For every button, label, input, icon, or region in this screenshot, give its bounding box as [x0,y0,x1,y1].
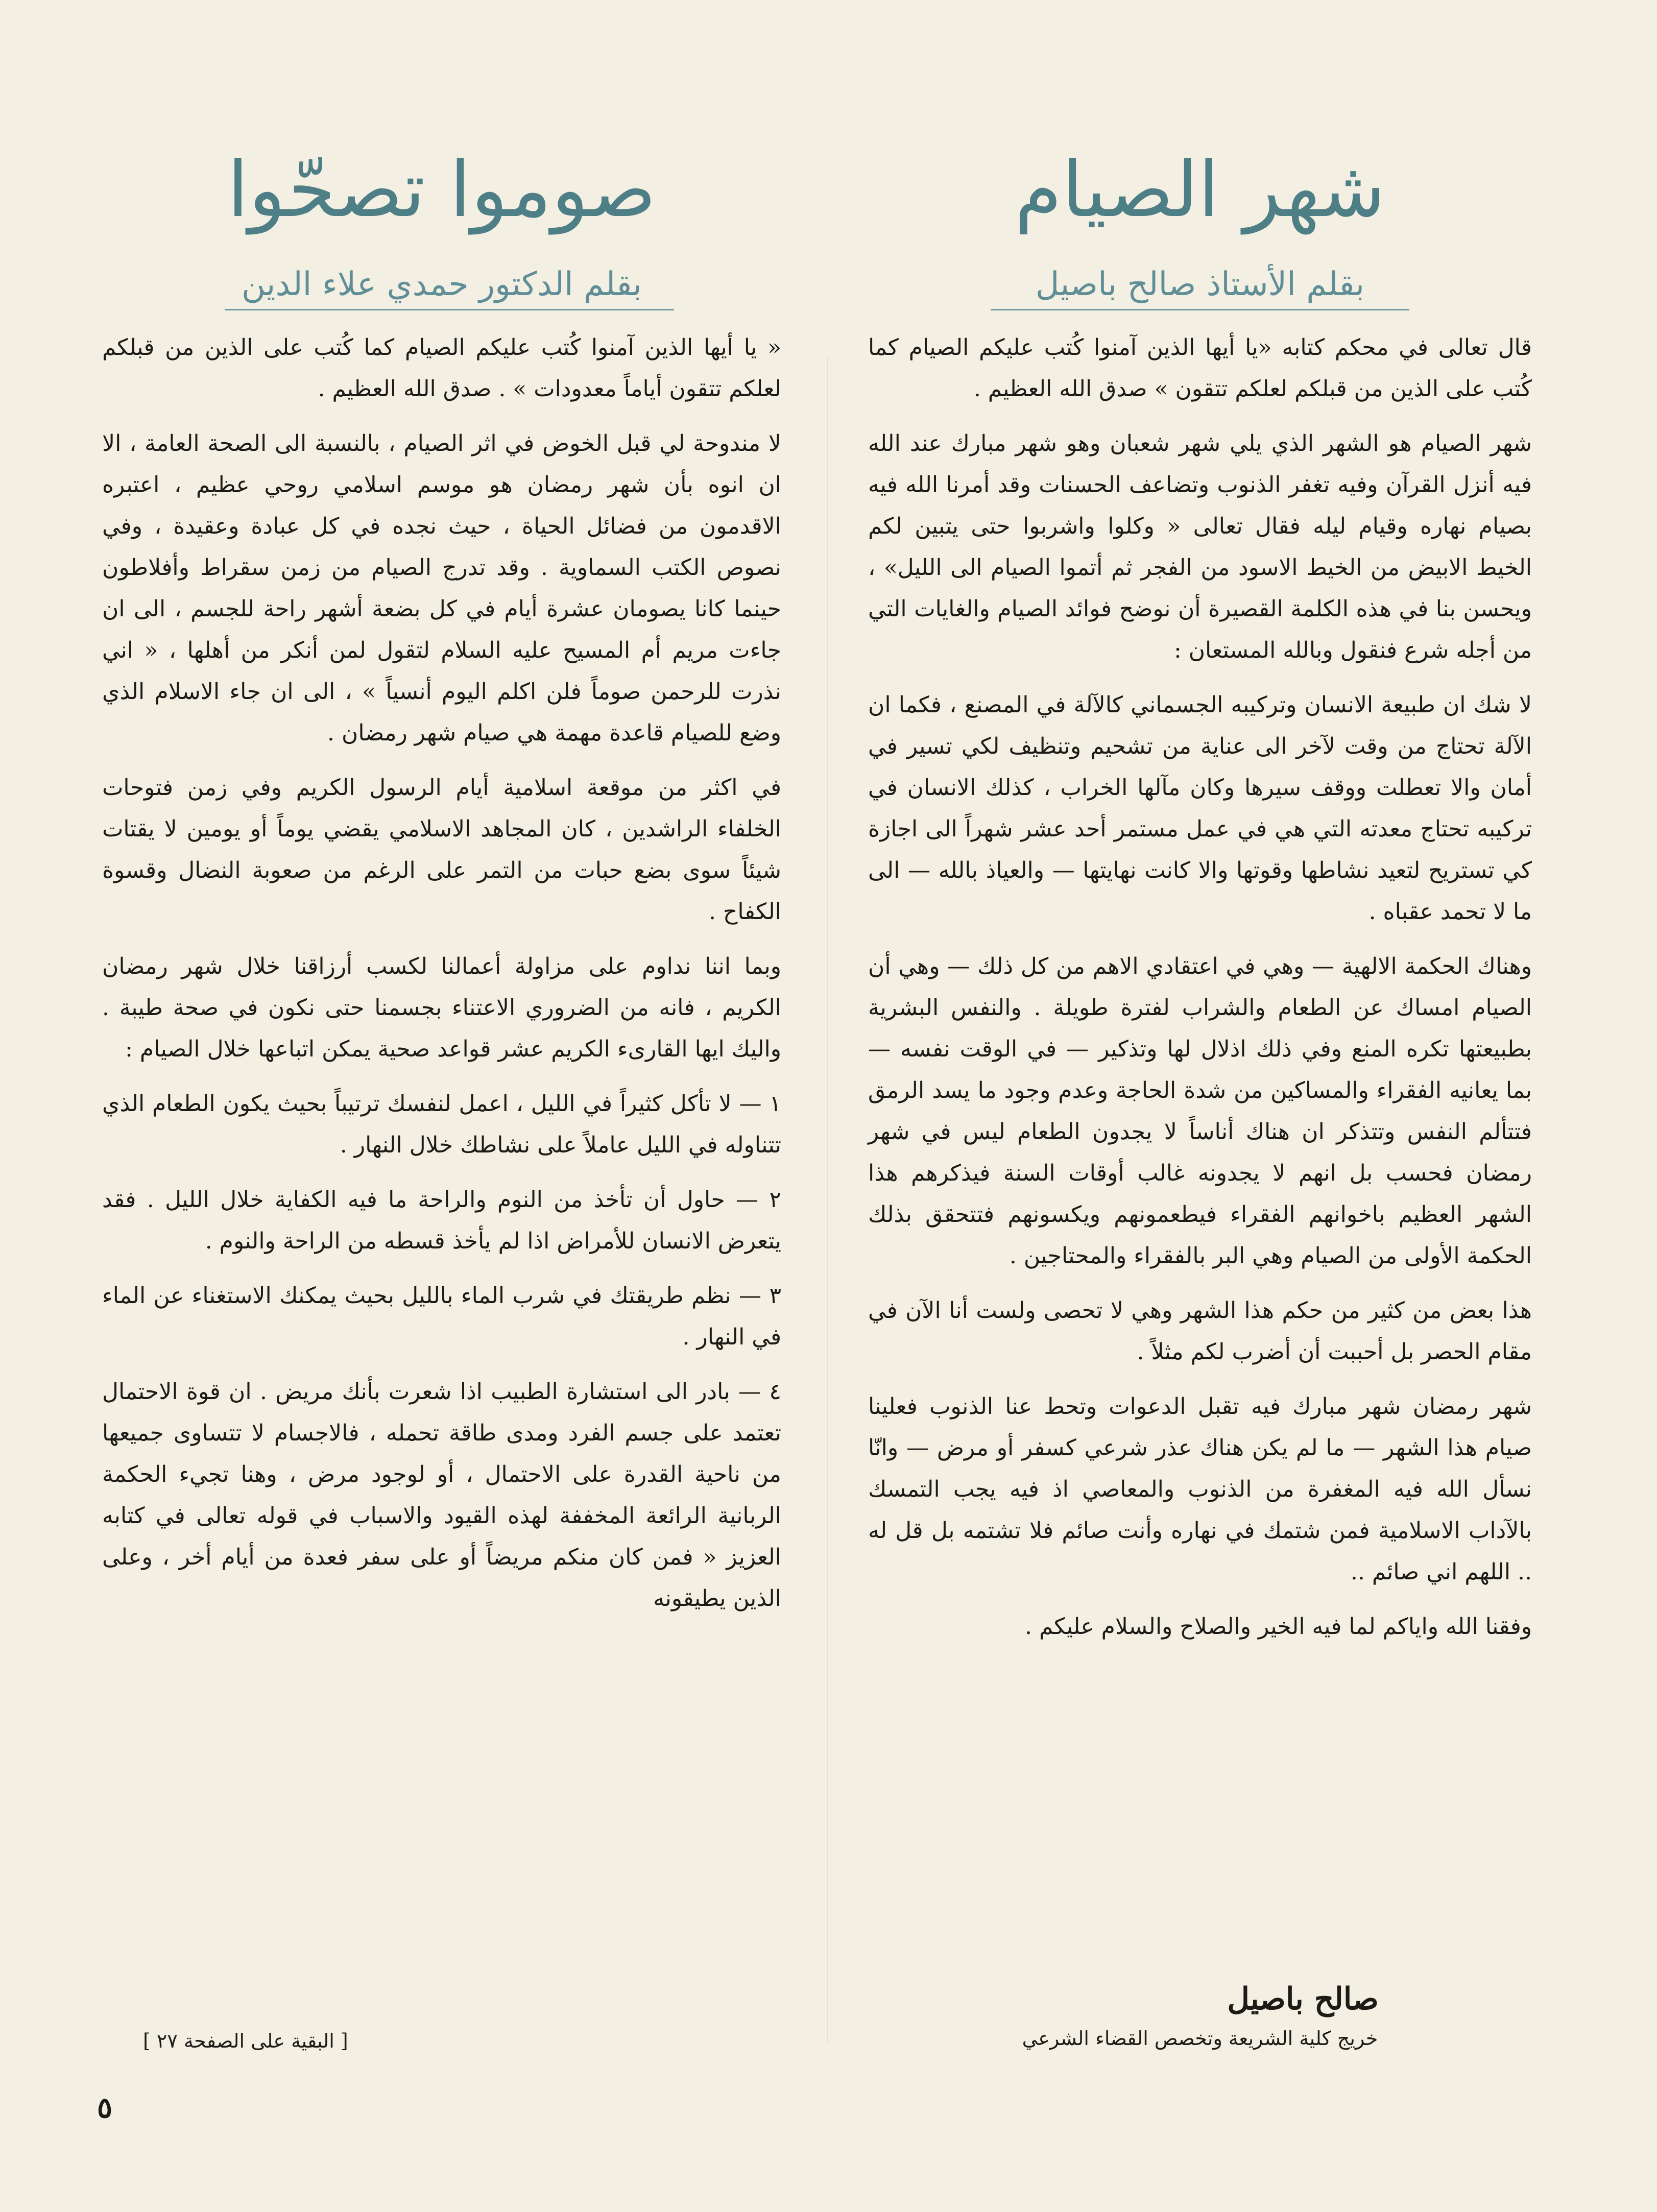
article-body [102,327,781,1632]
paragraph: هذا بعض من كثير من حكم هذا الشهر وهي لا تحصى ولست أنا الآن في مقام الحصر بل أحببت أن أضرب لكم مثلاً . [868,1297,1532,1365]
byline-underline [225,309,674,310]
continued-note: [ البقية على الصفحة ٢٧ ] [143,2030,348,2052]
article-byline: بقلم الأستاذ صالح باصيل [1035,266,1365,303]
paragraph: وفقنا الله واياكم لما فيه الخير والصلاح والسلام عليكم . [1025,1614,1532,1640]
article-shahr-alsiyam [868,0,1532,2212]
paragraph: شهر رمضان شهر مبارك فيه تقبل الدعوات وتحط عنا الذنوب فعلينا صيام هذا الشهر — ما لم يكن هناك عذر شرعي كسفر أو مرض — وانّا نسأل الله فيه المغفرة من الذنوب والمعاصي اذ فيه يجب التمسك بالآداب الاسلامية فمن شتمك في نهاره وأنت صائم فلا تشتمه بل قل له .. اللهم اني صائم .. [868,1393,1532,1585]
author-signature: صالح باصيل [1227,1981,1379,2017]
paragraph: وهناك الحكمة الالهية — وهي في اعتقادي الاهم من كل ذلك — وهي أن الصيام امساك عن الطعام والشراب لفترة طويلة . والنفس البشرية بطبيعتها تكره المنع وفي ذلك اذلال لها وتذكير — في الوقت نفسه — بما يعانيه الفقراء والمساكين من شدة الحاجة وعدم وجود ما يسد الرمق فتتألم النفس وتتذكر ان هناك أناساً لا يجدون الطعام ليس في شهر رمضان فحسب بل انهم لا يجدونه غالب أوقات السنة فيذكرهم هذا الشهر العظيم باخوانهم الفقراء فيطعمونهم ويكسونهم فتتحقق بذلك الحكمة الأولى من الصيام وهي البر بالفقراء والمحتاجين . [868,953,1532,1269]
paragraph: وبما اننا نداوم على مزاولة أعمالنا لكسب أرزاقنا خلال شهر رمضان الكريم ، فانه من الضروري الاعتناء بجسمنا حتى نكون في صحة طيبة . واليك ايها القارىء الكريم عشر قواعد صحية يمكن اتباعها خلال الصيام : [102,953,781,1062]
author-credential: خريج كلية الشريعة وتخصص القضاء الشرعي [1022,2027,1378,2050]
paragraph: ٢ — حاول أن تأخذ من النوم والراحة ما فيه الكفاية خلال الليل . فقد يتعرض الانسان للأمراض اذا لم يأخذ قسطه من الراحة والنوم . [102,1187,782,1254]
byline-underline [991,309,1409,310]
paragraph: ٣ — نظم طريقتك في شرب الماء بالليل بحيث يمكنك الاستغناء عن الماء في النهار . [102,1283,781,1350]
paragraph: شهر الصيام هو الشهر الذي يلي شهر شعبان وهو شهر مبارك عند الله فيه أنزل القرآن وفيه تغفر الذنوب وتضاعف الحسنات وقد أمرنا الله فيه بصيام نهاره وقيام ليله فقال تعالى « وكلوا واشربوا حتى يتبين لكم الخيط الابيض من الخيط الاسود من الفجر ثم أتموا الصيام الى الليل» ، ويحسن بنا في هذه الكلمة القصيرة أن نوضح فوائد الصيام والغايات التي من أجله شرع فنقول وبالله المستعان : [868,430,1532,663]
paragraph: لا شك ان طبيعة الانسان وتركيبه الجسماني كالآلة في المصنع ، فكما ان الآلة تحتاج من وقت لآخر الى عناية من تشحيم وتنظيف لكي تسير في أمان والا تعطلت ووقف سيرها وكان مآلها الخراب ، كذلك الانسان في تركيبه تحتاج معدته التي هي في عمل مستمر أحد عشر شهراً الى اجازة كي تستريح لتعيد نشاطها وقوتها والا كانت نهايتها — والعياذ بالله — الى ما لا تحمد عقباه . [868,692,1532,925]
paragraph: لا مندوحة لي قبل الخوض في اثر الصيام ، بالنسبة الى الصحة العامة ، الا ان انوه بأن شهر رمضان هو موسم اسلامي روحي عظيم ، اعتبره الاقدمون من فضائل الحياة ، حيث نجده في كل عبادة وعقيدة ، وفي نصوص الكتب السماوية . وقد تدرج الصيام من زمن سقراط وأفلاطون حينما كانا يصومان عشرة أيام في كل بضعة أشهر راحة للجسم ، الى ان جاءت مريم أم المسيح عليه السلام لتقول لمن أنكر من أهلها ، « اني نذرت للرحمن صوماً فلن اكلم اليوم أنسياً » ، الى ان جاء الاسلام الذي وضع للصيام قاعدة مهمة هي صيام شهر رمضان . [102,430,781,746]
paragraph: ٤ — بادر الى استشارة الطبيب اذا شعرت بأنك مريض . ان قوة الاحتمال تعتمد على جسم الفرد ومدى طاقة تحمله ، فالاجسام لا تتساوى جميعها من ناحية القدرة على الاحتمال ، أو لوجود مرض ، وهنا تجيء الحكمة الربانية الرائعة المخففة لهذه القيود والاسباب في قوله تعالى في كتابه العزيز « فمن كان منكم مريضاً أو على سفر فعدة من أيام أخر ، وعلى الذين يطيقونه [102,1379,781,1612]
paragraph: ١ — لا تأكل كثيراً في الليل ، اعمل لنفسك ترتيباً بحيث يكون الطعام الذي تتناوله في الليل عاملاً على نشاطك خلال النهار . [102,1091,781,1158]
article-body [868,327,1532,1661]
page-number: ٥ [97,2091,113,2125]
column-divider [827,357,828,2042]
article-title: شهر الصيام [1014,146,1386,234]
paragraph: قال تعالى في محكم كتابه «يا أيها الذين آمنوا كُتب عليكم الصيام كما كُتب على الذين من قبلكم لعلكم تتقون » صدق الله العظيم . [868,334,1532,402]
paragraph: « يا أيها الذين آمنوا كُتب عليكم الصيام كما كُتب على الذين من قبلكم لعلكم تتقون أياماً معدودات » . صدق الله العظيم . [102,334,781,402]
article-byline: بقلم الدكتور حمدي علاء الدين [241,266,642,303]
article-sumu-tasihhu [102,0,781,2212]
article-title: صوموا تصحّوا [227,146,656,234]
paragraph: في اكثر من موقعة اسلامية أيام الرسول الكريم وفي زمن فتوحات الخلفاء الراشدين ، كان المجاهد الاسلامي يقضي يوماً أو يومين لا يقتات شيئاً سوى بضع حبات من التمر على الرغم من صعوبة النضال وقسوة الكفاح . [102,775,781,925]
